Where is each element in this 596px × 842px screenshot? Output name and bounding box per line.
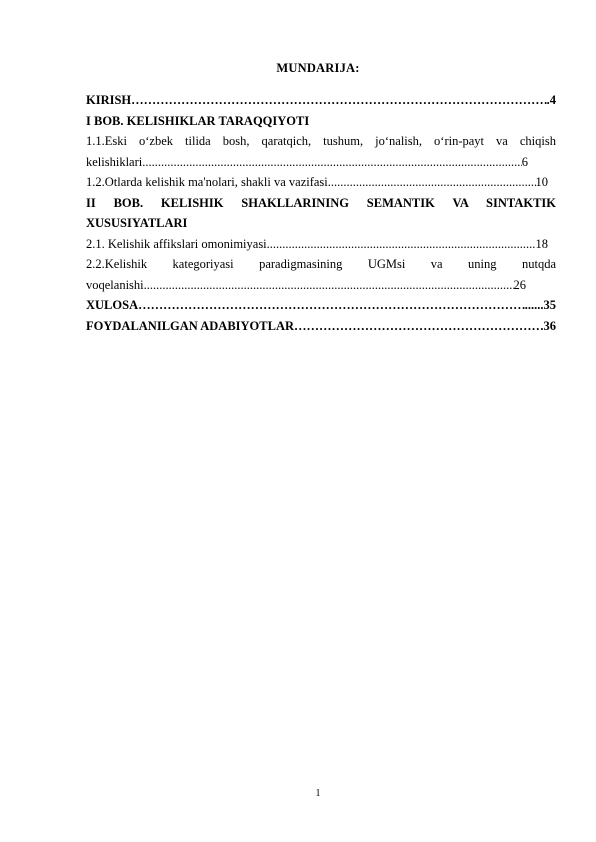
toc-entry-1-2[interactable] [86, 172, 548, 193]
toc-leader-dots [294, 316, 540, 337]
toc-entry-2-2-line1[interactable]: 2.2.Kelishik kategoriyasi paradigmasining UGMsi va uning nutqda [86, 257, 556, 271]
toc-page-number: .36 [540, 318, 556, 333]
toc-chapter-2-line2[interactable]: XUSUSIYATLARI [86, 216, 188, 230]
toc-page-number: 18 [535, 236, 548, 251]
toc-entry-label: 2.1. Kelishik affikslari omonimiyasi [86, 236, 267, 251]
toc-entry-1-1-line2[interactable] [86, 152, 528, 173]
toc-page-number: 26 [513, 277, 526, 292]
toc-leader-dots [142, 152, 522, 173]
toc-page-number: 6 [521, 154, 528, 169]
toc-entry-label: KIRISH [86, 93, 132, 107]
toc-entry-2-1[interactable] [86, 234, 548, 255]
toc-entry-label: FOYDALANILGAN ADABIYOTLAR [86, 318, 295, 333]
toc-leader-dots [138, 295, 525, 316]
toc-entry-label: voqelanishi [86, 277, 144, 292]
toc-chapter-1[interactable]: I BOB. KELISHIKLAR TARAQQIYOTI [86, 113, 310, 128]
page-title: MUNDARIJA: [276, 61, 360, 75]
toc-page-number: .4 [546, 93, 556, 107]
toc-page-number: ......35 [524, 298, 556, 312]
toc-entry-xulosa[interactable] [86, 295, 556, 316]
toc-chapter-2-line1[interactable]: II BOB. KELISHIK SHAKLLARINING SEMANTIK VA SINTAKTIK [86, 195, 556, 210]
toc-entry-1-1-line1[interactable]: 1.1.Eski o‘zbek tilida bosh, qaratqich, tushum, jo‘nalish, o‘rin-payt va chiqish [86, 134, 556, 148]
toc-entry-label: kelishiklari [86, 154, 143, 169]
toc-entry-label: 1.2.Otlarda kelishik ma'nolari, shakli va vazifasi [86, 175, 328, 189]
toc-leader-dots [131, 90, 546, 111]
toc-entry-label: XULOSA [86, 298, 139, 312]
table-of-contents [86, 90, 556, 336]
toc-entry-2-2-line2[interactable] [86, 275, 526, 296]
page-number-footer: 1 [315, 788, 321, 799]
toc-leader-dots [328, 172, 536, 193]
toc-leader-dots [144, 275, 514, 296]
toc-entry-kirish[interactable] [86, 90, 556, 111]
toc-entry-foydalanilgan-adabiyotlar[interactable] [86, 316, 556, 337]
toc-page-number: 10 [535, 175, 548, 189]
toc-page-number-value: 35 [543, 298, 556, 312]
toc-leader-dots [267, 234, 536, 255]
